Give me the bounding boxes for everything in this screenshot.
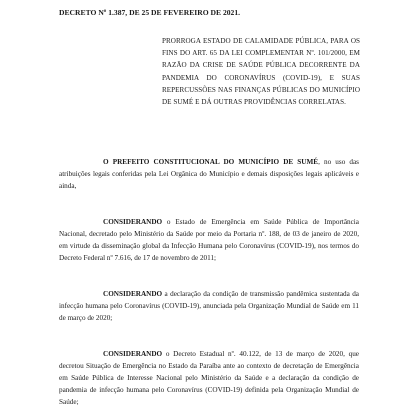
considerando-paragraph-3 [59,348,359,408]
preamble-paragraph [59,156,359,192]
considerando-lead: CONSIDERANDO [103,218,163,226]
preamble-lead: O PREFEITO CONSTITUCIONAL DO MUNICÍPIO DE SUMÉ [103,158,319,166]
considerando-text: o Decreto Estadual nº. 40.122, de 13 de março de 2020, que decretou Situação de Emergência no Estado da Paraíba ante ao contexto de decretação de Emergência em Saúde Pública de Interesse Nacional pelo Ministério da Saúde e a declaração da condição de pandemia de infecção humana pelo Coronavírus (COVID-19) definida pela Organização Mundial de Saúde; [59,350,359,406]
considerando-text: a declaração da condição de transmissão pandêmica sustentada da infecção humana pelo Coronavírus (COVID-19), anunciada pela Organização Mundial de Saúde em 11 de março de 2020; [59,290,359,322]
preamble-text: , no uso das atribuições legais conferidas pela Lei Orgânica do Município e demais disposições legais aplicáveis e ainda, [59,158,359,190]
considerando-lead: CONSIDERANDO [103,350,163,358]
considerando-paragraph-1 [59,216,359,264]
considerando-text: o Estado de Emergência em Saúde Pública de Importância Nacional, decretado pelo Ministério da Saúde por meio da Portaria nº. 188, de 03 de janeiro de 2020, em virtude da disseminação global da Infecção Humana pelo Coronavírus (COVID-19), nos termos do Decreto Federal nº 7.616, de 17 de novembro de 2011; [59,218,359,262]
decree-summary: PRORROGA ESTADO DE CALAMIDADE PÚBLICA, PARA OS FINS DO ART. 65 DA LEI COMPLEMENTAR Nº. 101/2000, EM RAZÃO DA CRISE DE SAÚDE PÚBLICA DECORRENTE DA PANDEMIA DO CORONAVÍRUS (COVID-19), E SUAS REPERCUSSÕES NAS FINANÇAS PÚBLICAS DO MUNICÍPIO DE SUMÉ E DÁ OUTRAS PROVIDÊNCIAS CORRELATAS. [162,37,360,107]
considerando-paragraph-2 [59,288,359,324]
decree-title: DECRETO Nº 1.387, DE 25 DE FEVEREIRO DE 2021. [59,8,241,17]
considerando-lead: CONSIDERANDO [103,290,163,298]
